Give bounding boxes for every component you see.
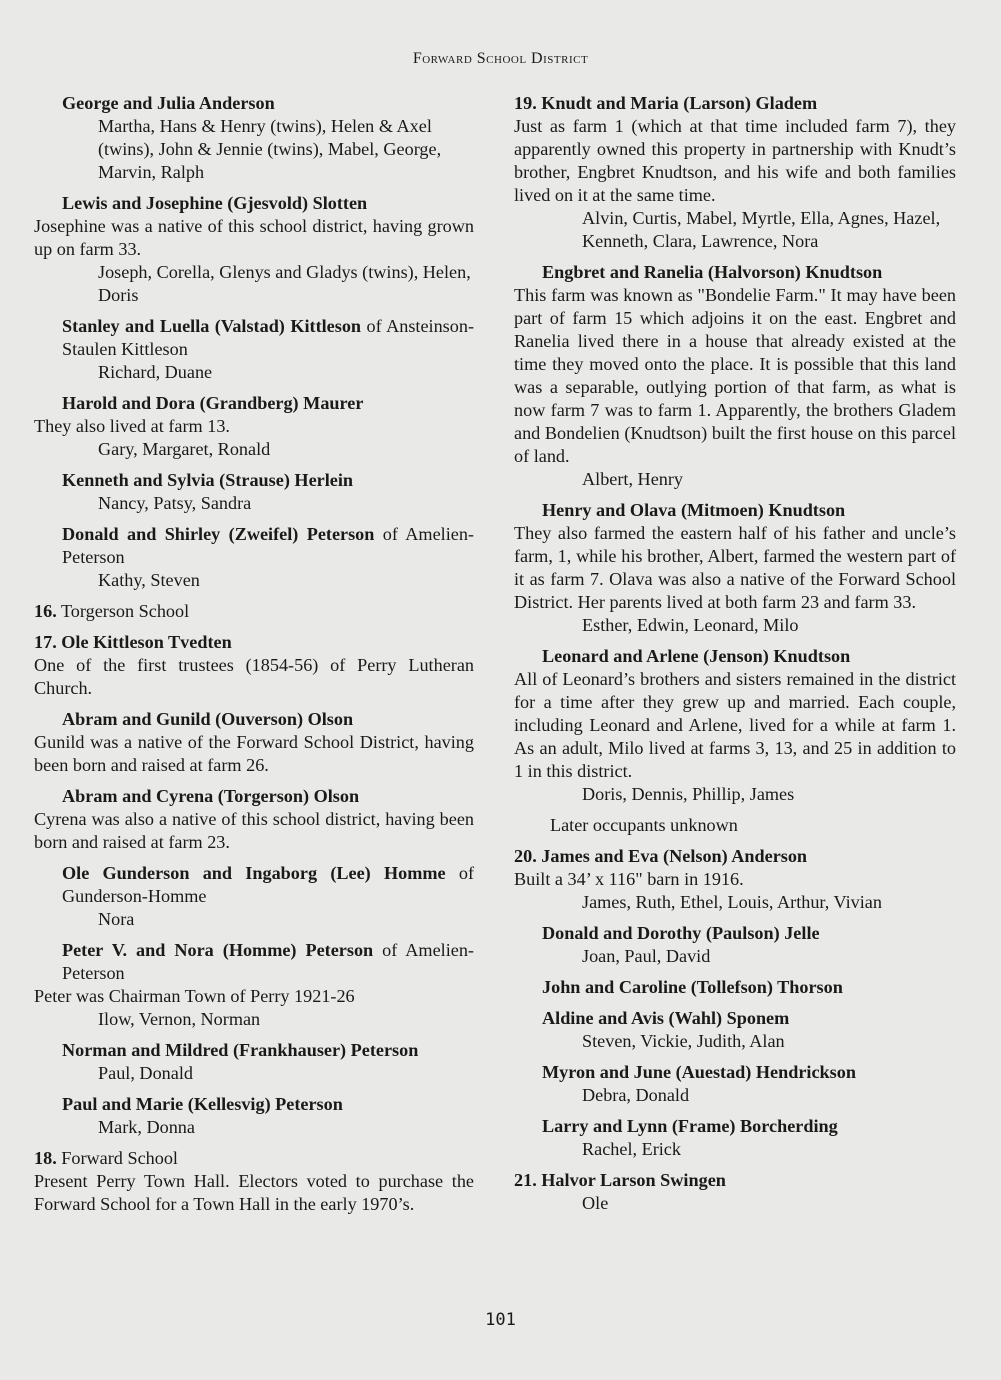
farm-number: 19. Knudt and Maria (Larson) Gladem	[514, 93, 818, 113]
family-heading: Leonard and Arlene (Jenson) Knudtson	[542, 646, 851, 666]
children-list: Ilow, Vernon, Norman	[98, 1009, 261, 1029]
entry-text: Peter was Chairman Town of Perry 1921-26	[34, 986, 355, 1006]
left-column	[34, 92, 474, 1224]
entry-text: Cyrena was also a native of this school district, having been born and raised at farm 23.	[34, 809, 474, 852]
farm-entry	[34, 631, 474, 700]
farm-heading	[34, 631, 474, 654]
family-entry	[514, 261, 956, 491]
entry-text: Present Perry Town Hall. Electors voted to purchase the Forward School for a Town Hall in the early 1970’s.	[34, 1171, 474, 1214]
family-heading: Myron and June (Auestad) Hendrickson	[542, 1062, 856, 1082]
family-heading	[34, 315, 474, 361]
farm-title: Torgerson School	[56, 601, 190, 621]
family-origin: of Ansteinson-Staulen Kittleson	[62, 316, 474, 359]
farm-heading	[34, 600, 474, 623]
family-entry	[514, 1007, 956, 1053]
page-number: 101	[485, 1310, 516, 1330]
children-list: Richard, Duane	[98, 362, 213, 382]
family-names: Peter V. and Nora (Homme) Peterson	[62, 940, 374, 960]
family-entry	[34, 785, 474, 854]
family-heading: Harold and Dora (Grandberg) Maurer	[62, 393, 364, 413]
family-heading: Lewis and Josephine (Gjesvold) Slotten	[62, 193, 368, 213]
farm-entry	[514, 1169, 956, 1215]
family-heading: John and Caroline (Tollefson) Thorson	[542, 977, 843, 997]
family-heading: Aldine and Avis (Wahl) Sponem	[542, 1008, 790, 1028]
family-origin: of Gunderson-Homme	[62, 863, 475, 906]
family-heading: George and Julia Anderson	[62, 93, 275, 113]
farm-heading	[34, 1147, 474, 1170]
family-entry	[514, 1061, 956, 1107]
children-list: Nancy, Patsy, Sandra	[98, 493, 252, 513]
farm-entry	[34, 600, 474, 623]
farm-heading	[514, 845, 956, 868]
children-list: Nora	[98, 909, 135, 929]
entry-text: One of the first trustees (1854-56) of Perry Lutheran Church.	[34, 655, 474, 698]
children-list: Steven, Vickie, Judith, Alan	[582, 1031, 785, 1051]
family-heading: Kenneth and Sylvia (Strause) Herlein	[62, 470, 354, 490]
family-heading	[34, 523, 474, 569]
entry-text: Gunild was a native of the Forward School District, having been born and raised at farm 26.	[34, 732, 474, 775]
children-list: Martha, Hans & Henry (twins), Helen & Axel (twins), John & Jennie (twins), Mabel, George, Marvin, Ralph	[98, 116, 442, 182]
family-entry	[514, 499, 956, 637]
family-heading: Abram and Cyrena (Torgerson) Olson	[62, 786, 360, 806]
family-origin: of Amelien-Peterson	[62, 940, 474, 983]
entry-text: They also farmed the eastern half of his father and uncle’s farm, 1, while his brother, Albert, farmed the western part of it as farm 7. Olava was also a native of the Forward School District. Her parents lived at both farm 23 and farm 33.	[514, 523, 956, 612]
children-list: Mark, Donna	[98, 1117, 195, 1137]
children-list: Joseph, Corella, Glenys and Gladys (twins), Helen, Doris	[98, 262, 471, 305]
family-names: Donald and Shirley (Zweifel) Peterson	[62, 524, 375, 544]
family-entry	[34, 1093, 474, 1139]
entry-text: They also lived at farm 13.	[34, 416, 230, 436]
farm-heading	[514, 1169, 956, 1192]
farm-number: 18.	[34, 1148, 57, 1168]
family-entry	[514, 1115, 956, 1161]
family-entry	[34, 862, 474, 931]
entry-text: All of Leonard’s brothers and sisters remained in the district for a time after they grew up and married. Each couple, including Leonard and Arlene, lived for a while at farm 1. As an adult, Milo lived at farms 3, 13, and 25 in addition to 1 in this district.	[514, 669, 956, 781]
farm-entry	[514, 845, 956, 914]
later-occupants-text: Later occupants unknown	[550, 815, 738, 835]
children-list: Joan, Paul, David	[582, 946, 711, 966]
entry-text: This farm was known as "Bondelie Farm." It may have been part of farm 15 which adjoins it on the east. Engbret and Ranelia lived there in a house that already existed at the time they moved onto the place. It is possible that this land was a separable, outlying portion of that farm, as what is now farm 7 was to farm 1. Apparently, the brothers Gladem and Bondelien (Knudtson) built the first house on this parcel of land.	[514, 285, 956, 466]
family-entry	[34, 469, 474, 515]
farm-heading	[514, 92, 956, 115]
family-heading: Henry and Olava (Mitmoen) Knudtson	[542, 500, 846, 520]
family-heading	[34, 862, 474, 908]
children-list: Rachel, Erick	[582, 1139, 681, 1159]
family-entry	[514, 922, 956, 968]
entry-text: Just as farm 1 (which at that time included farm 7), they apparently owned this property in partnership with Knudt’s brother, Engbret Knudtson, and his wife and both families lived on it at the same time.	[514, 116, 956, 205]
family-entry	[34, 708, 474, 777]
family-entry	[514, 645, 956, 806]
family-heading: Paul and Marie (Kellesvig) Peterson	[62, 1094, 343, 1114]
children-list: Alvin, Curtis, Mabel, Myrtle, Ella, Agnes, Hazel, Kenneth, Clara, Lawrence, Nora	[582, 208, 941, 251]
children-list: Esther, Edwin, Leonard, Milo	[582, 615, 799, 635]
family-origin: of Amelien-Peterson	[62, 524, 474, 567]
family-names: Ole Gunderson and Ingaborg (Lee) Homme	[62, 863, 446, 883]
family-heading: Engbret and Ranelia (Halvorson) Knudtson	[542, 262, 883, 282]
family-entry	[34, 523, 474, 592]
family-entry	[34, 392, 474, 461]
farm-number: 20. James and Eva (Nelson) Anderson	[514, 846, 808, 866]
family-heading: Abram and Gunild (Ouverson) Olson	[62, 709, 354, 729]
children-list: Debra, Donald	[582, 1085, 690, 1105]
children-list: Gary, Margaret, Ronald	[98, 439, 271, 459]
children-list: Paul, Donald	[98, 1063, 193, 1083]
family-heading	[34, 939, 474, 985]
children-list: Albert, Henry	[582, 469, 684, 489]
farm-number: 21. Halvor Larson Swingen	[514, 1170, 726, 1190]
children-list: Doris, Dennis, Phillip, James	[582, 784, 795, 804]
family-heading: Norman and Mildred (Frankhauser) Peterson	[62, 1040, 419, 1060]
children-list: Ole	[582, 1193, 609, 1213]
farm-entry	[34, 1147, 474, 1216]
farm-entry	[514, 92, 956, 253]
children-list: James, Ruth, Ethel, Louis, Arthur, Vivian	[582, 892, 882, 912]
family-entry	[514, 976, 956, 999]
family-entry	[34, 92, 474, 184]
family-entry	[34, 939, 474, 1031]
family-heading: Larry and Lynn (Frame) Borcherding	[542, 1116, 838, 1136]
family-heading: Donald and Dorothy (Paulson) Jelle	[542, 923, 820, 943]
farm-number: 16.	[34, 601, 57, 621]
family-entry	[34, 192, 474, 307]
family-entry	[34, 1039, 474, 1085]
later-occupants-note	[514, 814, 956, 837]
family-names: Stanley and Luella (Valstad) Kittleson	[62, 316, 362, 336]
children-list: Kathy, Steven	[98, 570, 200, 590]
family-entry	[34, 315, 474, 384]
entry-text: Built a 34’ x 116" barn in 1916.	[514, 869, 744, 889]
right-column	[514, 92, 956, 1223]
running-head: Forward School District	[412, 50, 589, 67]
entry-text: Josephine was a native of this school district, having grown up on farm 33.	[34, 216, 474, 259]
farm-title: Forward School	[56, 1148, 178, 1168]
farm-number: 17. Ole Kittleson Tvedten	[34, 632, 232, 652]
